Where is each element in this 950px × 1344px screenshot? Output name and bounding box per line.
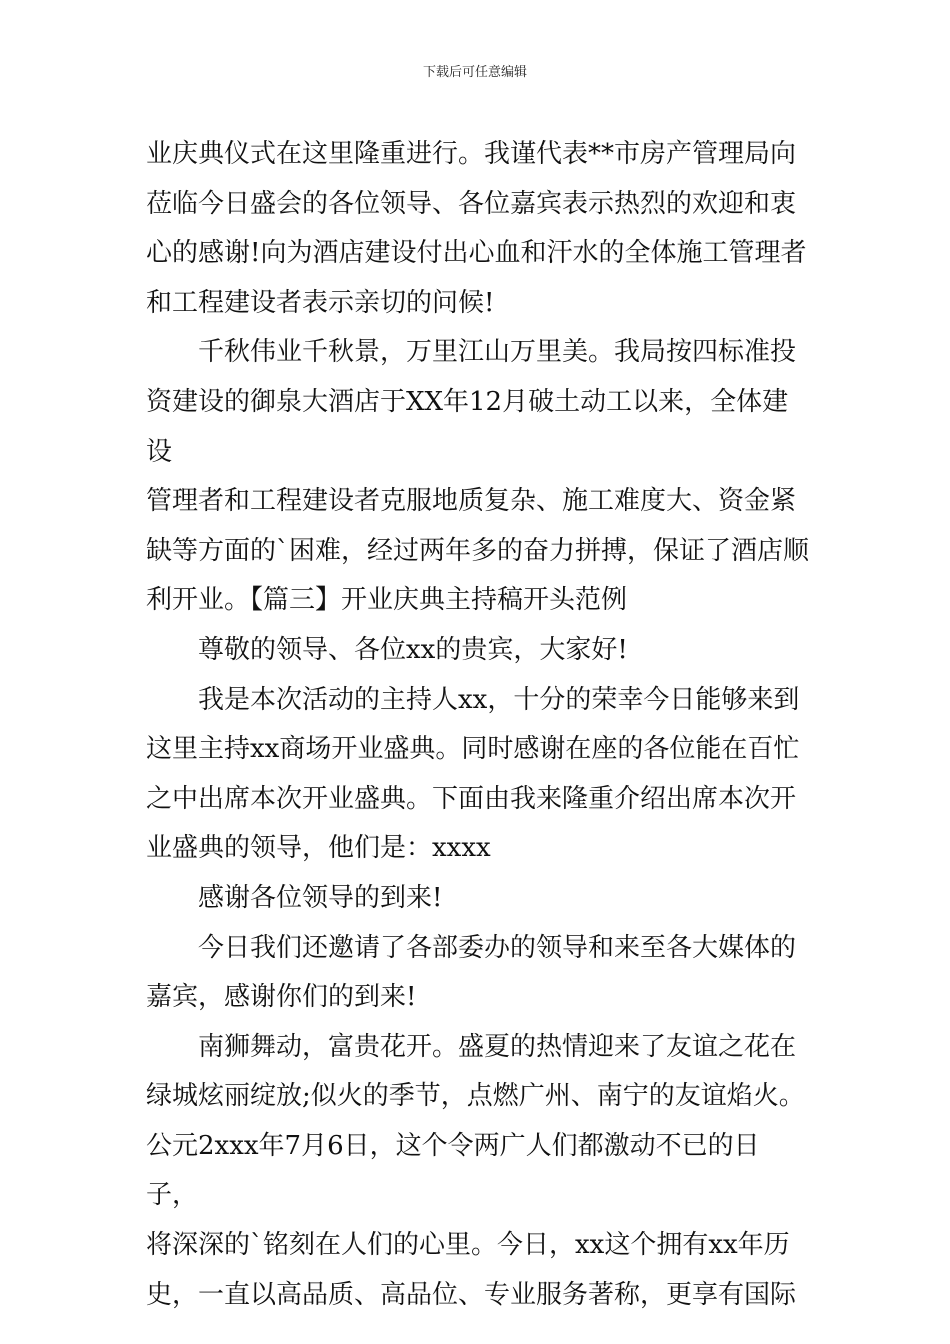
paragraph-3: 尊敬的领导、各位xx的贵宾，大家好! [146, 634, 628, 665]
paragraph-2: 千秋伟业千秋景，万里江山万里美。我局按四标准投 资建设的御泉大酒店于XX年12月破土动工以来，全体建设 管理者和工程建设者克服地质复杂、施工难度大、资金紧 缺等方面的`困难，经过两年多的奋力拼搏，保证了酒店顺 利开业。【篇三】开业庆典主持稿开头范例 [146, 337, 810, 616]
paragraph-5: 感谢各位领导的到来! [146, 882, 443, 913]
paragraph-7: 南狮舞动，富贵花开。盛夏的热情迎来了友谊之花在 绿城炫丽绽放;似火的季节，点燃广州、南宁的友谊焰火。 公元2xxx年7月6日，这个令两广人们都激动不已的日子， 将深深的`铭刻在人们的心里。今日，xx这个拥有xx年历 史，一直以高品质、高品位、专业服务著称，更享有国际 [146, 1031, 805, 1310]
paragraph-1: 业庆典仪式在这里隆重进行。我谨代表**市房产管理局向 莅临今日盛会的各位领导、各位嘉宾表示热烈的欢迎和衷 心的感谢!向为酒店建设付出心血和汗水的全体施工管理者 和工程建设者表示亲切的问候! [146, 139, 807, 318]
page-header: 下载后可任意编辑 [422, 65, 527, 80]
paragraph-4: 我是本次活动的主持人xx，十分的荣幸今日能够来到 这里主持xx商场开业盛典。同时感谢在座的各位能在百忙 之中出席本次开业盛典。下面由我来隆重介绍出席本次开 业盛典的领导，他们是：xxxx [146, 684, 800, 864]
paragraph-6: 今日我们还邀请了各部委办的领导和来至各大媒体的 嘉宾，感谢你们的到来! [146, 932, 797, 1013]
document-body [146, 130, 810, 1320]
